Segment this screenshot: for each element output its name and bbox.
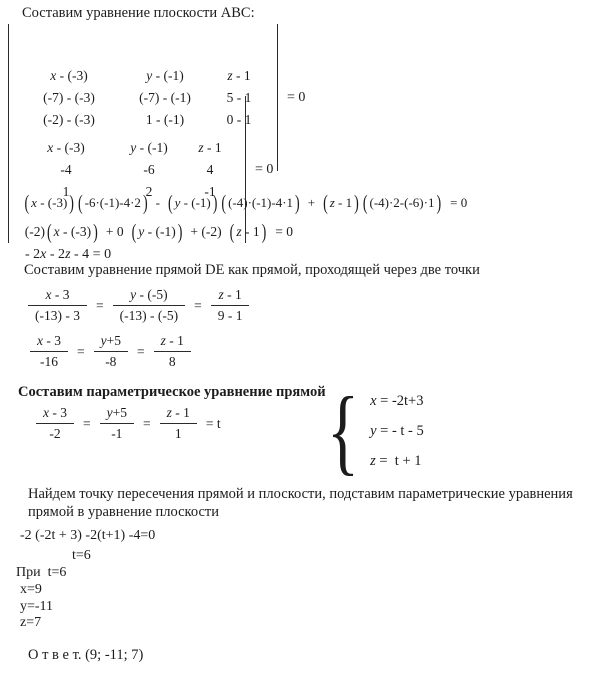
matrix-cell: (-7) - (-3) (43, 90, 95, 105)
denominator: 9 - 1 (211, 305, 250, 324)
numerator (154, 333, 191, 351)
denominator: -2 (36, 423, 74, 442)
fraction (28, 287, 87, 324)
matrix-cell (213, 65, 265, 86)
variable-x: x (31, 195, 37, 210)
numerator (36, 405, 74, 423)
term: - 3 (43, 333, 61, 348)
parametric-system (320, 377, 424, 484)
variable-y: y (138, 224, 145, 239)
equals-sign: = (77, 343, 85, 359)
fraction (154, 333, 191, 370)
denominator: -8 (94, 351, 128, 370)
cell-rest: - 1 (232, 68, 251, 83)
line-de-title: Составим уравнение прямой DE как прямой, проходящей через две точки (24, 262, 480, 278)
term: - 2 (46, 247, 66, 262)
numerator (30, 333, 68, 351)
variable-x: x (370, 392, 377, 409)
equals-sign: = (83, 415, 91, 431)
variable-x: x (50, 68, 57, 83)
term: - 1 (223, 287, 242, 302)
term: +5 (112, 405, 127, 420)
equation: = -2t+3 (376, 392, 424, 409)
fraction (160, 405, 197, 442)
matrix-cell (111, 137, 187, 158)
operator-minus: - (155, 195, 160, 210)
variable-x: x (37, 333, 43, 348)
numerator (94, 333, 128, 351)
fraction (30, 333, 68, 370)
paren-close: ) (354, 193, 359, 216)
parametric-fractions (36, 405, 230, 442)
coefficient: + 0 (105, 224, 124, 239)
matrix-cell: -6 (143, 162, 155, 177)
paren-open: ( (362, 193, 368, 216)
equation: = - t - 5 (376, 422, 424, 439)
variable-y: y (370, 422, 377, 439)
coefficient: + (-2) (190, 224, 222, 239)
minor-3: (-4)·2-(-6)·1 (369, 195, 435, 210)
numerator (160, 405, 197, 423)
variable-x: x (53, 224, 60, 239)
matrix-cell (21, 137, 111, 158)
cell-rest: - (-1) (152, 68, 184, 83)
denominator: (-13) - (-5) (113, 305, 185, 324)
cell-rest: - (-3) (56, 68, 88, 83)
term: - 4 = 0 (70, 247, 112, 262)
paren-close: ) (69, 193, 74, 216)
equals-sign: = (143, 415, 151, 431)
variable-z: z (218, 287, 224, 302)
paren-open: ( (323, 193, 328, 216)
paren-close: ) (295, 193, 300, 216)
equals-sign: = (137, 343, 145, 359)
term: - 3 (49, 405, 67, 420)
variable-z: z (166, 405, 172, 420)
paren-close: ) (212, 193, 218, 216)
variable-z: z (236, 224, 242, 239)
operator-plus: + (307, 195, 316, 210)
substitution-line: -2 (-2t + 3) -2(t+1) -4=0 (20, 528, 156, 543)
matrix-cell: -4 (60, 162, 72, 177)
variable-z: z (329, 195, 335, 210)
variable-z: z (65, 247, 71, 262)
paren-close: ) (177, 222, 183, 245)
matrix-cell: 0 - 1 (226, 112, 252, 127)
system-row (370, 423, 424, 440)
equals-zero: = 0 (275, 224, 293, 239)
paren-close: ) (93, 222, 98, 245)
paren-open: ( (229, 222, 235, 245)
curly-brace: { (326, 377, 360, 484)
t-value-line: t=6 (72, 548, 91, 563)
variable-x: x (45, 287, 52, 302)
equals-zero: = 0 (450, 195, 468, 210)
x-result-line: x=9 (20, 582, 42, 597)
term: - 1 (171, 405, 190, 420)
line-equation-simplified (30, 333, 191, 370)
variable-y: y (130, 287, 137, 302)
denominator: 1 (160, 423, 197, 442)
equation: = t + 1 (375, 452, 422, 469)
minor-1: -6·(-1)-4·2 (84, 195, 141, 210)
matrix-cell: 2 (145, 184, 153, 199)
term: - (-5) (136, 287, 168, 302)
numerator (211, 287, 250, 305)
term: - (-3) (36, 195, 68, 210)
denominator: 8 (154, 351, 191, 370)
y-result-line: y=-11 (20, 599, 54, 614)
variable-z: z (227, 68, 233, 83)
parametric-title: Составим параметрическое уравнение прямой (18, 384, 326, 400)
variable-y: y (130, 140, 137, 155)
system-rows (370, 393, 424, 470)
paren-open: ( (167, 193, 173, 216)
denominator: -1 (100, 423, 134, 442)
numerator (113, 287, 185, 305)
z-result-line: z=7 (20, 615, 42, 630)
matrix-cell: 1 (62, 184, 70, 199)
paren-open: ( (24, 193, 30, 216)
numerator (100, 405, 134, 423)
variable-z: z (370, 452, 376, 469)
variable-z: z (160, 333, 166, 348)
term: - (-3) (59, 224, 92, 239)
answer-line: О т в е т. (9; -11; 7) (28, 647, 144, 663)
paren-close: ) (261, 222, 267, 245)
fraction (36, 405, 74, 442)
denominator: -16 (30, 351, 68, 370)
term: - (-1) (180, 195, 211, 210)
at-t-line: При t=6 (16, 565, 67, 580)
equals-sign: = (194, 297, 202, 313)
plane-equation-title: Составим уравнение плоскости ABC: (22, 5, 255, 21)
variable-y: y (106, 405, 113, 420)
paren-close: ) (436, 193, 442, 216)
equals-t: = t (205, 415, 221, 431)
system-row (370, 393, 424, 410)
paren-open: ( (47, 222, 52, 245)
term: - 1 (241, 224, 260, 239)
fraction (100, 405, 134, 442)
matrix-cell (187, 137, 233, 158)
term: - 1 (165, 333, 184, 348)
paren-open: ( (131, 222, 137, 245)
minor-2: (-4)·(-1)-4·1 (228, 195, 294, 210)
equals-sign: = (95, 297, 104, 313)
paren-close: ) (142, 193, 148, 216)
plane-equation-result (18, 231, 111, 263)
equals-zero: = 0 (287, 89, 306, 105)
term: - (-1) (144, 224, 176, 239)
variable-x: x (40, 247, 47, 262)
term: - 3 (51, 287, 70, 302)
matrix-cell: 4 (206, 162, 214, 177)
intersection-paragraph: Найдем точку пересечения прямой и плоскости, подставим параметрические уравнения прямой в уравнение плоскости (28, 486, 573, 520)
equals-zero: = 0 (255, 161, 274, 177)
variable-y: y (146, 68, 153, 83)
variable-x: x (47, 140, 54, 155)
cell-rest: - 1 (203, 140, 222, 155)
matrix-cell (117, 65, 213, 86)
cell-rest: - (-3) (53, 140, 85, 155)
variable-y: y (100, 333, 107, 348)
system-row (370, 453, 424, 470)
paren-open: ( (221, 193, 227, 216)
fraction (113, 287, 185, 324)
coefficient: (-2) (24, 224, 45, 239)
term: +5 (106, 333, 121, 348)
term: - 1 (334, 195, 353, 210)
line-equation-raw (28, 287, 249, 324)
term: - 2 (25, 247, 41, 262)
matrix-cell: 5 - 1 (226, 90, 252, 105)
variable-z: z (198, 140, 204, 155)
matrix-cell: 1 - (-1) (145, 112, 185, 127)
matrix-cell: (-2) - (-3) (43, 112, 95, 127)
fraction (211, 287, 250, 324)
numerator (28, 287, 87, 305)
cell-rest: - (-1) (136, 140, 168, 155)
variable-y: y (174, 195, 181, 210)
variable-x: x (43, 405, 49, 420)
matrix-cell: -1 (204, 184, 216, 199)
matrix-cell (21, 65, 117, 86)
paren-open: ( (77, 193, 83, 216)
fraction (94, 333, 128, 370)
denominator: (-13) - 3 (28, 305, 87, 324)
matrix-cell: (-7) - (-1) (139, 90, 191, 105)
